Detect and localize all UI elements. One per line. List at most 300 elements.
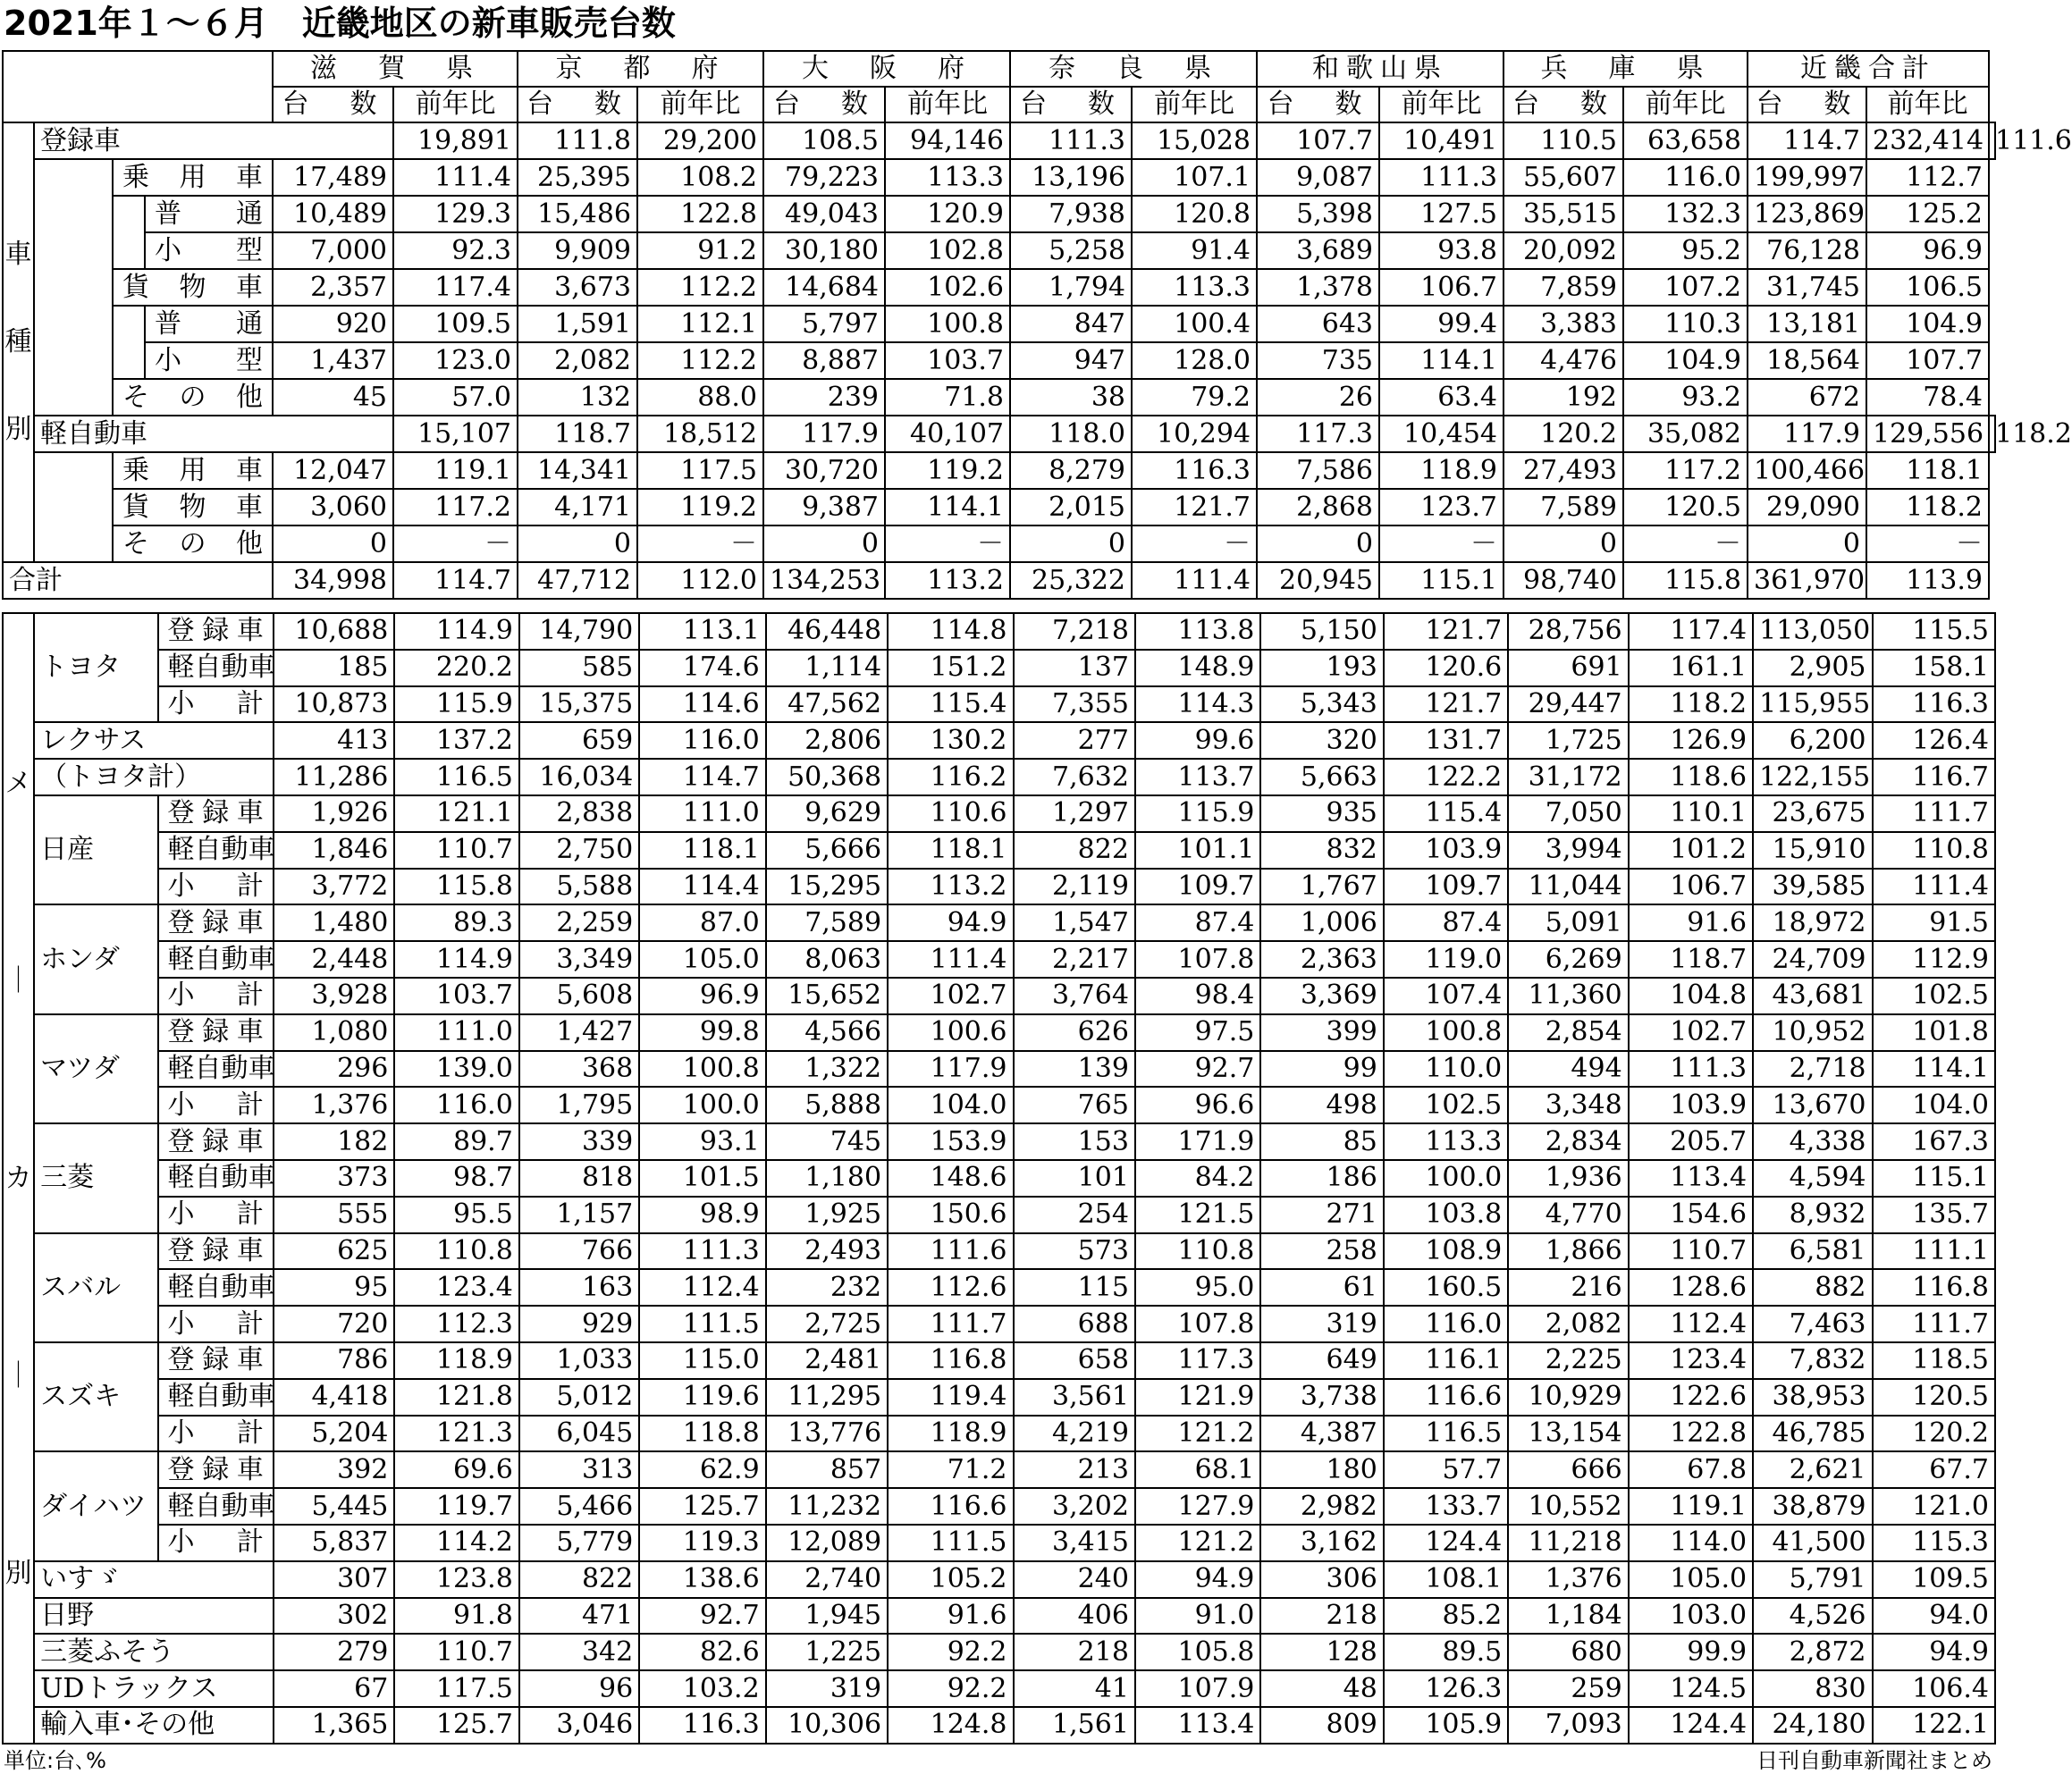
units-cell: 67 <box>274 1670 394 1707</box>
ratio-cell: 121.2 <box>1135 1525 1260 1561</box>
maker-label: ホンダ <box>34 904 157 1013</box>
ratio-cell: 107.4 <box>1384 978 1508 1014</box>
units-cell: 1,794 <box>1010 269 1132 306</box>
type-label-l3: 小 型 <box>145 232 273 269</box>
ratio-cell: 108.9 <box>1384 1233 1508 1270</box>
ratio-cell: 112.7 <box>1866 159 1989 196</box>
prefecture-header: 奈 良 県 <box>1010 51 1257 87</box>
maker-row <box>3 1634 1995 1670</box>
maker-sub-label: 軽自動車 <box>158 832 274 869</box>
maker-sub-label: 小 計 <box>158 1087 274 1123</box>
units-cell: 10,489 <box>273 196 393 232</box>
units-cell: 14,341 <box>518 452 637 489</box>
ratio-cell: 121.7 <box>1384 686 1508 723</box>
ratio-cell: 110.8 <box>394 1233 518 1270</box>
ratio-cell: 133.7 <box>1384 1488 1508 1525</box>
ratio-cell: 71.2 <box>888 1451 1013 1488</box>
units-cell: 1,767 <box>1260 869 1383 905</box>
ratio-cell: 116.0 <box>1623 159 1748 196</box>
ratio-cell: 100.4 <box>1132 306 1257 342</box>
units-cell: 41 <box>1014 1670 1135 1707</box>
units-cell: 2,217 <box>1014 941 1135 978</box>
ratio-cell: 103.9 <box>1629 1087 1753 1123</box>
ratio-cell: － <box>1132 525 1257 562</box>
ratio-cell: 126.4 <box>1873 722 1996 759</box>
units-cell: 15,652 <box>766 978 888 1014</box>
units-cell: 5,588 <box>519 869 639 905</box>
indent-cell <box>34 525 113 562</box>
ratio-cell: 110.7 <box>1629 1233 1753 1270</box>
maker-row <box>3 1160 1995 1197</box>
ratio-cell: 91.8 <box>394 1598 518 1635</box>
units-cell: 15,486 <box>518 196 637 232</box>
prefecture-header: 京 都 府 <box>518 51 763 87</box>
units-cell: 254 <box>1014 1197 1135 1233</box>
section-label-maker-char: 別 <box>4 1557 32 1589</box>
ratio-cell: 121.7 <box>1132 489 1257 525</box>
ratio-cell: 119.2 <box>885 452 1010 489</box>
ratio-cell: 117.3 <box>1135 1342 1260 1379</box>
ratio-cell: 106.4 <box>1873 1670 1996 1707</box>
maker-label: レクサス <box>34 722 274 759</box>
ratio-cell: 102.5 <box>1873 978 1996 1014</box>
ratio-cell: 111.4 <box>888 941 1013 978</box>
units-cell: 1,437 <box>273 342 393 379</box>
ratio-cell: 67.8 <box>1629 1451 1753 1488</box>
ratio-cell: 114.4 <box>639 869 765 905</box>
ratio-cell: 160.5 <box>1384 1269 1508 1306</box>
units-cell: 342 <box>519 1634 639 1670</box>
units-cell: 2,082 <box>518 342 637 379</box>
maker-sub-label: 小 計 <box>158 978 274 1014</box>
maker-row <box>3 1342 1995 1379</box>
ratio-cell: 118.2 <box>1629 686 1753 723</box>
ratio-cell: 112.1 <box>637 306 763 342</box>
ratio-cell: 91.2 <box>637 232 763 269</box>
maker-row <box>3 978 1995 1014</box>
units-cell: 192 <box>1503 379 1623 416</box>
ratio-cell: 150.6 <box>888 1197 1013 1233</box>
units-cell: 40,107 <box>885 416 1010 452</box>
ratio-cell: 125.2 <box>1866 196 1989 232</box>
units-cell: 313 <box>519 1451 639 1488</box>
units-cell: 3,046 <box>519 1707 639 1744</box>
units-cell: 625 <box>274 1233 394 1270</box>
maker-sub-label: 軽自動車 <box>158 650 274 686</box>
units-cell: 9,909 <box>518 232 637 269</box>
units-cell: 13,154 <box>1508 1416 1628 1452</box>
prefecture-header: 近畿合計 <box>1748 51 1989 87</box>
ratio-cell: 84.2 <box>1135 1160 1260 1197</box>
indent-cell <box>34 306 113 342</box>
units-header: 台 数 <box>1748 87 1866 122</box>
ratio-cell: 102.7 <box>888 978 1013 1014</box>
indent-cell <box>34 452 113 489</box>
units-cell: 339 <box>519 1123 639 1160</box>
units-cell: 11,360 <box>1508 978 1628 1014</box>
units-cell: 30,720 <box>763 452 885 489</box>
ratio-cell: 104.0 <box>888 1087 1013 1123</box>
ratio-cell: 116.0 <box>639 722 765 759</box>
ratio-cell: 105.0 <box>1629 1561 1753 1598</box>
maker-row <box>3 1087 1995 1123</box>
ratio-cell: 110.7 <box>394 1634 518 1670</box>
units-cell: 680 <box>1508 1634 1628 1670</box>
ratio-cell: 118.9 <box>888 1416 1013 1452</box>
ratio-cell: 113.3 <box>1132 269 1257 306</box>
units-cell: 55,607 <box>1503 159 1623 196</box>
units-cell: 4,594 <box>1753 1160 1872 1197</box>
units-cell: 9,629 <box>766 795 888 832</box>
ratio-cell: 116.5 <box>394 759 518 795</box>
ratio-cell: － <box>885 525 1010 562</box>
ratio-cell: 114.1 <box>1379 342 1503 379</box>
units-cell: 1,006 <box>1260 904 1383 941</box>
type-label-l2: そ の 他 <box>113 525 273 562</box>
units-cell: 95 <box>274 1269 394 1306</box>
units-header: 台 数 <box>1257 87 1379 122</box>
type-row <box>3 122 1995 159</box>
units-cell: 98,740 <box>1503 562 1623 599</box>
header-corner <box>3 51 273 87</box>
ratio-cell: 95.0 <box>1135 1269 1260 1306</box>
indent-cell <box>34 379 113 416</box>
ratio-cell: 62.9 <box>639 1451 765 1488</box>
units-cell: 1,561 <box>1014 1707 1135 1744</box>
type-label-l2: 貨 物 車 <box>113 489 273 525</box>
ratio-cell: 92.2 <box>888 1634 1013 1670</box>
ratio-cell: 100.0 <box>639 1087 765 1123</box>
ratio-cell: 93.8 <box>1379 232 1503 269</box>
units-cell: 4,219 <box>1014 1416 1135 1452</box>
prefecture-header: 大 阪 府 <box>763 51 1010 87</box>
units-cell: 7,859 <box>1503 269 1623 306</box>
units-cell: 13,196 <box>1010 159 1132 196</box>
maker-row <box>3 1451 1995 1488</box>
ratio-cell: 110.5 <box>1503 122 1623 159</box>
units-cell: 2,621 <box>1753 1451 1872 1488</box>
units-cell: 935 <box>1260 795 1383 832</box>
type-row <box>3 379 1995 416</box>
maker-row <box>3 759 1995 795</box>
units-cell: 1,427 <box>519 1014 639 1051</box>
units-cell: 368 <box>519 1051 639 1088</box>
ratio-cell: 113.9 <box>1866 562 1989 599</box>
ratio-cell: 104.8 <box>1629 978 1753 1014</box>
units-cell: 1,945 <box>766 1598 888 1635</box>
units-cell: 5,343 <box>1260 686 1383 723</box>
ratio-cell: 114.1 <box>885 489 1010 525</box>
units-cell: 471 <box>519 1598 639 1635</box>
type-label-l1: 軽自動車 <box>34 416 273 452</box>
units-cell: 302 <box>274 1598 394 1635</box>
ratio-cell: 102.6 <box>885 269 1010 306</box>
maker-label: いすゞ <box>34 1561 274 1598</box>
ratio-cell: 101.5 <box>639 1160 765 1197</box>
ratio-cell: 117.4 <box>1629 613 1753 650</box>
units-cell: 50,368 <box>766 759 888 795</box>
ratio-cell: 115.4 <box>1384 795 1508 832</box>
indent-cell <box>113 232 145 269</box>
ratio-cell: 118.9 <box>1379 452 1503 489</box>
units-cell: 4,476 <box>1503 342 1623 379</box>
maker-row <box>3 1123 1995 1160</box>
ratio-cell: － <box>1623 525 1748 562</box>
ratio-cell: 116.6 <box>888 1488 1013 1525</box>
ratio-cell: 121.5 <box>1135 1197 1260 1233</box>
units-cell: 2,448 <box>274 941 394 978</box>
units-cell: 7,355 <box>1014 686 1135 723</box>
type-label-l3: 普 通 <box>145 306 273 342</box>
maker-label: 輸入車･その他 <box>34 1707 274 1744</box>
ratio-cell: 102.7 <box>1629 1014 1753 1051</box>
ratio-header: 前年比 <box>885 87 1010 122</box>
ratio-cell: 117.5 <box>637 452 763 489</box>
ratio-cell: 101.1 <box>1135 832 1260 869</box>
units-cell: 101 <box>1014 1160 1135 1197</box>
units-cell: 7,000 <box>273 232 393 269</box>
maker-row <box>3 1014 1995 1051</box>
units-cell: 30,180 <box>763 232 885 269</box>
ratio-cell: 126.9 <box>1629 722 1753 759</box>
units-cell: 1,225 <box>766 1634 888 1670</box>
ratio-cell: 105.0 <box>639 941 765 978</box>
ratio-cell: 114.9 <box>394 941 518 978</box>
ratio-cell: 110.8 <box>1135 1233 1260 1270</box>
ratio-cell: 109.5 <box>393 306 518 342</box>
section-label-type-char: 別 <box>4 414 32 445</box>
ratio-cell: 121.3 <box>394 1416 518 1452</box>
ratio-cell: 118.6 <box>1629 759 1753 795</box>
maker-label: スバル <box>34 1233 157 1342</box>
section-label-maker <box>3 613 34 1744</box>
ratio-cell: 122.8 <box>637 196 763 232</box>
units-cell: 7,589 <box>1503 489 1623 525</box>
ratio-cell: 128.0 <box>1132 342 1257 379</box>
units-cell: 13,181 <box>1748 306 1866 342</box>
units-cell: 920 <box>273 306 393 342</box>
maker-sub-label: 軽自動車 <box>158 1051 274 1088</box>
units-cell: 2,082 <box>1508 1306 1628 1342</box>
ratio-cell: 113.8 <box>1135 613 1260 650</box>
ratio-cell: 132.3 <box>1623 196 1748 232</box>
units-cell: 134,253 <box>763 562 885 599</box>
units-cell: 2,982 <box>1260 1488 1383 1525</box>
units-cell: 232 <box>766 1269 888 1306</box>
ratio-cell: 115.4 <box>888 686 1013 723</box>
units-cell: 27,493 <box>1503 452 1623 489</box>
maker-label: 三菱 <box>34 1123 157 1232</box>
section-label-maker-char: ｜ <box>4 1359 32 1391</box>
units-cell: 1,926 <box>274 795 394 832</box>
units-cell: 49,043 <box>763 196 885 232</box>
ratio-cell: 153.9 <box>888 1123 1013 1160</box>
ratio-cell: 123.7 <box>1379 489 1503 525</box>
ratio-cell: 91.5 <box>1873 904 1996 941</box>
type-row <box>3 306 1995 342</box>
ratio-cell: 109.7 <box>1135 869 1260 905</box>
units-cell: 239 <box>763 379 885 416</box>
ratio-cell: 116.1 <box>1384 1342 1508 1379</box>
maker-row <box>3 1598 1995 1635</box>
ratio-header: 前年比 <box>637 87 763 122</box>
total-label: 合計 <box>3 562 273 599</box>
vehicle-type-table <box>2 50 2072 600</box>
ratio-cell: 88.0 <box>637 379 763 416</box>
ratio-cell: 119.6 <box>639 1379 765 1416</box>
ratio-cell: 112.9 <box>1873 941 1996 978</box>
units-cell: 666 <box>1508 1451 1628 1488</box>
type-label-l2: 乗 用 車 <box>113 159 273 196</box>
type-row <box>3 562 1995 599</box>
ratio-cell: 118.5 <box>1873 1342 1996 1379</box>
source-note: 日刊自動車新聞社まとめ <box>1756 1748 1992 1773</box>
ratio-cell: 114.0 <box>1629 1525 1753 1561</box>
units-cell: 2,725 <box>766 1306 888 1342</box>
units-cell: 307 <box>274 1561 394 1598</box>
units-header: 台 数 <box>273 87 393 122</box>
ratio-cell: 99.4 <box>1379 306 1503 342</box>
units-cell: 1,080 <box>274 1014 394 1051</box>
units-cell: 809 <box>1260 1707 1383 1744</box>
ratio-cell: 111.7 <box>1873 795 1996 832</box>
ratio-cell: 119.0 <box>1384 941 1508 978</box>
ratio-cell: 112.2 <box>637 269 763 306</box>
ratio-cell: 111.3 <box>639 1233 765 1270</box>
ratio-cell: 119.1 <box>1629 1488 1753 1525</box>
ratio-cell: 100.6 <box>888 1014 1013 1051</box>
maker-sub-label: 軽自動車 <box>158 1379 274 1416</box>
units-cell: 0 <box>273 525 393 562</box>
ratio-cell: 63.4 <box>1379 379 1503 416</box>
ratio-cell: 113.3 <box>1384 1123 1508 1160</box>
units-cell: 5,150 <box>1260 613 1383 650</box>
ratio-cell: 110.1 <box>1629 795 1753 832</box>
ratio-cell: 116.8 <box>888 1342 1013 1379</box>
units-cell: 4,418 <box>274 1379 394 1416</box>
units-cell: 13,670 <box>1753 1087 1872 1123</box>
units-cell: 5,837 <box>274 1525 394 1561</box>
ratio-cell: 119.4 <box>888 1379 1013 1416</box>
ratio-cell: 111.4 <box>393 159 518 196</box>
ratio-cell: 117.5 <box>394 1670 518 1707</box>
units-cell: 494 <box>1508 1051 1628 1088</box>
units-cell: 822 <box>1014 832 1135 869</box>
units-header: 台 数 <box>763 87 885 122</box>
ratio-cell: 121.2 <box>1135 1416 1260 1452</box>
ratio-cell: 151.2 <box>888 650 1013 686</box>
ratio-cell: 111.5 <box>888 1525 1013 1561</box>
units-cell: 115,955 <box>1753 686 1872 723</box>
ratio-cell: 110.0 <box>1384 1051 1508 1088</box>
units-cell: 2,838 <box>519 795 639 832</box>
maker-sub-label: 小 計 <box>158 1416 274 1452</box>
header-corner-lower <box>3 87 273 122</box>
ratio-cell: 107.9 <box>1135 1670 1260 1707</box>
type-row <box>3 232 1995 269</box>
units-cell: 10,688 <box>274 613 394 650</box>
ratio-cell: 111.3 <box>1010 122 1132 159</box>
ratio-cell: 120.9 <box>885 196 1010 232</box>
ratio-cell: 108.5 <box>763 122 885 159</box>
ratio-cell: － <box>637 525 763 562</box>
ratio-cell: 89.7 <box>394 1123 518 1160</box>
units-cell: 10,454 <box>1379 416 1503 452</box>
ratio-cell: 78.4 <box>1866 379 1989 416</box>
type-label-pad <box>273 122 393 159</box>
maker-sub-label: 軽自動車 <box>158 1269 274 1306</box>
maker-row <box>3 1269 1995 1306</box>
ratio-cell: 115.8 <box>1623 562 1748 599</box>
indent-cell <box>113 306 145 342</box>
units-cell: 29,447 <box>1508 686 1628 723</box>
units-cell: 5,666 <box>766 832 888 869</box>
units-cell: 735 <box>1257 342 1379 379</box>
units-cell: 6,581 <box>1753 1233 1872 1270</box>
units-cell: 2,259 <box>519 904 639 941</box>
units-cell: 26 <box>1257 379 1379 416</box>
indent-cell <box>34 232 113 269</box>
ratio-cell: 114.6 <box>639 686 765 723</box>
units-cell: 180 <box>1260 1451 1383 1488</box>
units-cell: 822 <box>519 1561 639 1598</box>
units-cell: 5,888 <box>766 1087 888 1123</box>
ratio-cell: 91.4 <box>1132 232 1257 269</box>
ratio-cell: 123.4 <box>394 1269 518 1306</box>
ratio-cell: 67.7 <box>1873 1451 1996 1488</box>
ratio-cell: 103.7 <box>885 342 1010 379</box>
type-row <box>3 452 1995 489</box>
ratio-cell: 57.7 <box>1384 1451 1508 1488</box>
ratio-cell: 111.4 <box>1132 562 1257 599</box>
maker-table <box>2 612 1996 1745</box>
units-cell: 3,369 <box>1260 978 1383 1014</box>
ratio-cell: 139.0 <box>394 1051 518 1088</box>
ratio-cell: 107.8 <box>1135 1306 1260 1342</box>
units-cell: 18,564 <box>1748 342 1866 379</box>
ratio-cell: 119.2 <box>637 489 763 525</box>
units-cell: 1,322 <box>766 1051 888 1088</box>
ratio-cell: 110.6 <box>888 795 1013 832</box>
units-cell: 15,910 <box>1753 832 1872 869</box>
maker-label: UDトラックス <box>34 1670 274 1707</box>
units-cell: 745 <box>766 1123 888 1160</box>
ratio-cell: 93.1 <box>639 1123 765 1160</box>
units-cell: 498 <box>1260 1087 1383 1123</box>
indent-cell <box>34 269 113 306</box>
units-cell: 373 <box>274 1160 394 1197</box>
ratio-cell: 107.7 <box>1257 122 1379 159</box>
ratio-cell: 120.2 <box>1503 416 1623 452</box>
maker-row <box>3 613 1995 650</box>
ratio-cell: 114.1 <box>1873 1051 1996 1088</box>
ratio-cell: 125.7 <box>394 1707 518 1744</box>
ratio-cell: 103.0 <box>1629 1598 1753 1635</box>
ratio-cell: 108.2 <box>637 159 763 196</box>
maker-row <box>3 832 1995 869</box>
units-cell: 6,269 <box>1508 941 1628 978</box>
maker-row <box>3 941 1995 978</box>
units-cell: 3,764 <box>1014 978 1135 1014</box>
ratio-cell: 112.2 <box>637 342 763 379</box>
units-cell: 15,295 <box>766 869 888 905</box>
ratio-cell: 167.3 <box>1873 1123 1996 1160</box>
ratio-cell: 117.9 <box>1748 416 1866 452</box>
ratio-cell: 127.5 <box>1379 196 1503 232</box>
units-cell: 649 <box>1260 1342 1383 1379</box>
units-cell: 12,089 <box>766 1525 888 1561</box>
ratio-header: 前年比 <box>1379 87 1503 122</box>
